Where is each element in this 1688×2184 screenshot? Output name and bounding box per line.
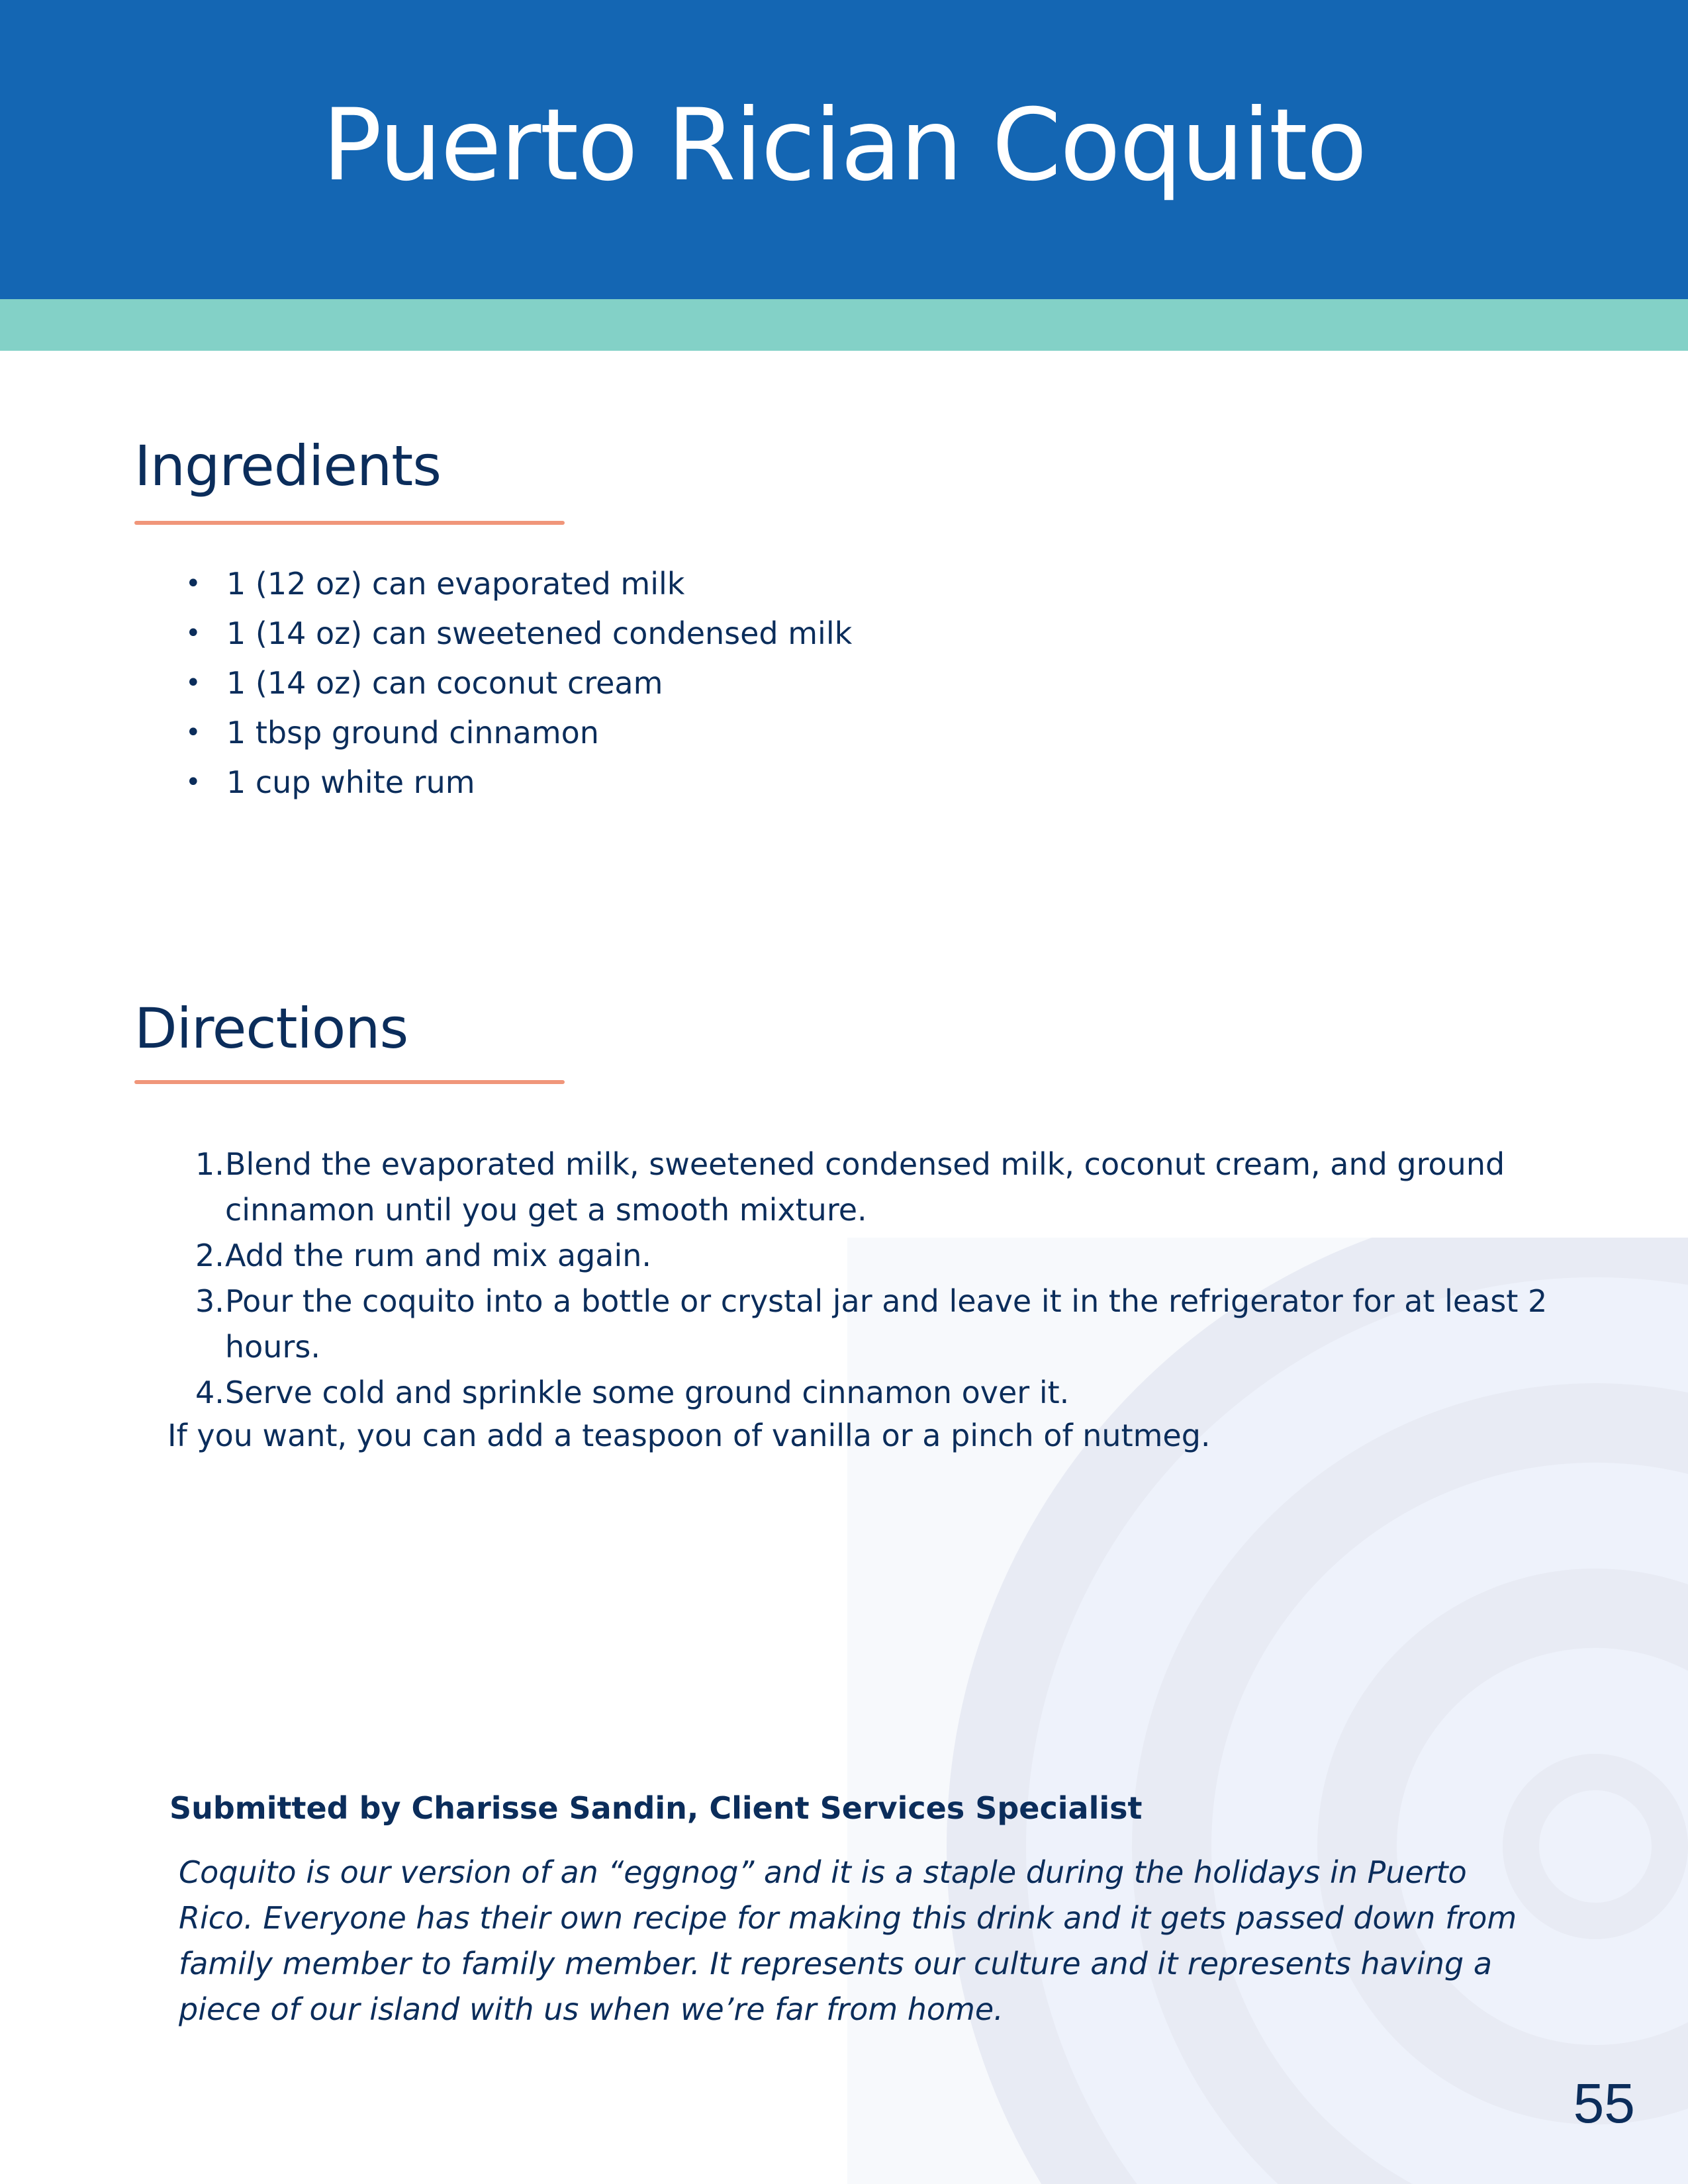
bullet-icon: • xyxy=(185,569,201,599)
list-item xyxy=(195,1142,1592,1233)
list-item xyxy=(195,1233,1592,1279)
step-number: 1. xyxy=(195,1146,224,1182)
list-item xyxy=(185,708,852,758)
list-item xyxy=(195,1370,1592,1416)
bullet-icon: • xyxy=(185,767,201,797)
page-number: 55 xyxy=(1573,2072,1635,2134)
submitted-by: Submitted by Charisse Sandin, Client Services Specialist xyxy=(169,1790,1143,1826)
ingredient-text: 1 cup white rum xyxy=(226,764,475,800)
ingredient-text: 1 (14 oz) can sweetened condensed milk xyxy=(226,615,853,651)
directions-heading-rule xyxy=(134,1080,565,1084)
ingredient-text: 1 tbsp ground cinnamon xyxy=(226,715,599,751)
list-item xyxy=(185,659,852,708)
step-text: Pour the coquito into a bottle or crystal jar and leave it in the refrigerator for at least 2 hours. xyxy=(225,1283,1548,1365)
page-title: Puerto Rician Coquito xyxy=(322,88,1366,203)
list-item xyxy=(185,609,852,659)
list-item xyxy=(185,559,852,609)
list-item xyxy=(195,1279,1592,1370)
ingredient-text: 1 (14 oz) can coconut cream xyxy=(226,665,663,701)
ingredients-list xyxy=(185,559,852,807)
bullet-icon: • xyxy=(185,717,201,748)
step-text: Blend the evaporated milk, sweetened condensed milk, coconut cream, and ground cinnamon until you get a smooth mixture. xyxy=(225,1146,1505,1228)
submission-story: Coquito is our version of an “eggnog” and it is a staple during the holidays in Puerto Rico. Everyone has their own recipe for making this drink and it gets passed down from family member to family member. It represents our culture and it represents having a piece of our island with us when we’re far from home. xyxy=(179,1854,1517,2027)
directions-heading: Directions xyxy=(134,996,408,1061)
step-text: Add the rum and mix again. xyxy=(225,1238,652,1273)
step-number: 3. xyxy=(195,1283,224,1319)
directions-list xyxy=(195,1142,1592,1416)
step-text: Serve cold and sprinkle some ground cinnamon over it. xyxy=(225,1375,1070,1410)
ingredients-heading: Ingredients xyxy=(134,433,441,498)
list-item xyxy=(185,758,852,807)
bullet-icon: • xyxy=(185,668,201,698)
ingredients-heading-rule xyxy=(134,521,565,525)
directions-note: If you want, you can add a teaspoon of vanilla or a pinch of nutmeg. xyxy=(167,1418,1211,1453)
bullet-icon: • xyxy=(185,618,201,649)
ingredient-text: 1 (12 oz) can evaporated milk xyxy=(226,566,685,602)
step-number: 4. xyxy=(195,1375,224,1410)
header-accent-band xyxy=(0,299,1688,351)
step-number: 2. xyxy=(195,1238,224,1273)
page-header xyxy=(0,0,1688,299)
